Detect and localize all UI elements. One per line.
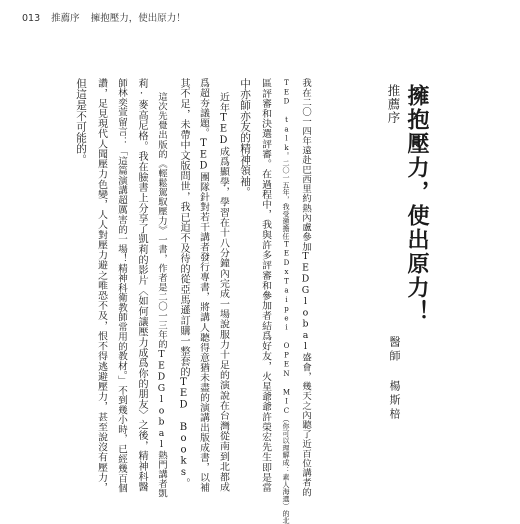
body-line: 近年TED成爲顯學，學習在十八分鐘內完成一場說服力十足的演說在台灣從南到北都成	[218, 92, 229, 492]
body-line: 爲超夯議題。TED團隊針對若干講者發行專書，將講人聽得意猶未盡的演講出版成書，以補	[198, 78, 209, 493]
body-line: 師林奕萱留言：「這篇演講超厲害的一場！精神科衛教師常用的教材。」不到幾小時，已經幾百個	[116, 78, 127, 493]
body-line: 莉·麥高尼格。我在臉書上分享了凱莉的影片〈如何讓壓力成爲你的朋友〉之後，精神科醫	[136, 78, 147, 493]
body-line: TED talk。二〇一五年，我受邀擔任TEDxTaipei OPEN MIC（你可以理解成：素人海選）的北	[282, 78, 291, 524]
main-title: 擁抱壓力，使出原力！	[404, 84, 429, 324]
header-title: 擁抱壓力，使出原力！	[90, 13, 186, 24]
header-section: 推薦序	[51, 13, 80, 24]
body-line: 我在二〇一四年遠赴巴西里約熱內盧參加TEDGlobal盛會，幾天之內聽了近百位講者的	[300, 78, 311, 497]
page-header	[22, 10, 194, 24]
body-line: 但這是不可能的。	[75, 78, 87, 165]
body-line: 區評審和決選評審。在過程中，我與許多評審和參加者結爲好友，火星爺爺許榮宏先生即是當	[260, 78, 271, 493]
signature: 醫師 楊斯棓	[388, 336, 401, 422]
preface-label: 推薦序	[386, 84, 401, 125]
page-number: 013	[22, 13, 41, 24]
body-line: 其不足，未帶中文版問世，我已迫不及待的從亞馬遜訂購一整套的TED Books。	[178, 78, 189, 489]
body-line: 這次先覺出版的《輕鬆駕馭壓力》一書，作者是二〇一三年的TEDGlobal熱門講者凱	[156, 92, 167, 498]
body-line: 中亦師亦友的精神領袖。	[239, 78, 251, 198]
body-line: 讚，足見現代人聞壓力色變，人人對壓力避之唯恐不及，恨不得逃避壓力，甚至說沒有壓力，	[96, 78, 107, 493]
